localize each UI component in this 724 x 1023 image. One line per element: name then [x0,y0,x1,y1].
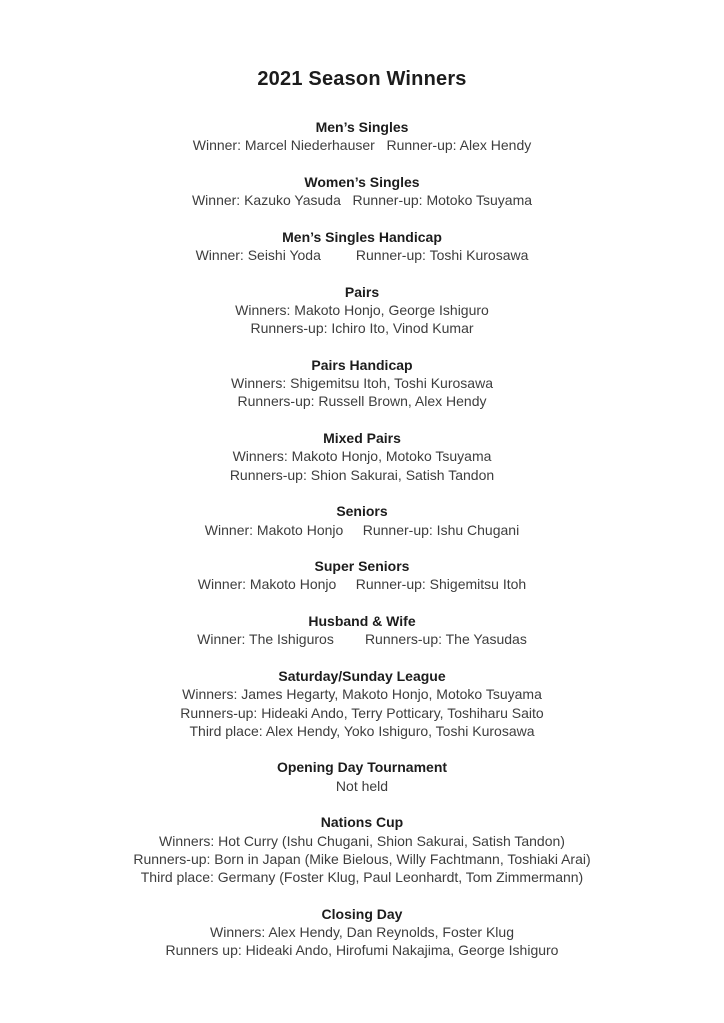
result-line: Winners: Makoto Honjo, George Ishiguro [235,301,489,318]
section-heading: Seniors [336,503,388,520]
result-line: Winners: James Hegarty, Makoto Honjo, Motoko Tsuyama [182,686,542,703]
result-line: Runners-up: Russell Brown, Alex Hendy [237,393,487,410]
section-heading: Men’s Singles Handicap [282,228,442,245]
section-heading: Saturday/Sunday League [278,667,446,684]
result-line: Runners-up: Ichiro Ito, Vinod Kumar [250,320,474,337]
result-line: Winners: Makoto Honjo, Motoko Tsuyama [232,448,492,465]
result-line: Winner: Makoto Honjo Runner-up: Shigemitsu Itoh [197,576,527,593]
section-heading: Pairs [344,283,380,300]
award-section [0,813,724,886]
section-heading: Opening Day Tournament [276,759,448,776]
result-line: Winners: Shigemitsu Itoh, Toshi Kurosawa [231,375,493,392]
sections-container [0,118,724,960]
result-line: Third place: Alex Hendy, Yoko Ishiguro, Toshi Kurosawa [189,722,535,739]
section-heading: Men’s Singles [315,119,409,135]
award-section [0,356,724,411]
section-heading: Nations Cup [320,814,404,831]
section-heading: Closing Day [321,905,403,922]
award-section [0,667,724,740]
result-line: Runners-up: Shion Sakurai, Satish Tandon [229,466,495,483]
award-section [0,758,724,795]
result-line: Winner: Kazuko Yasuda Runner-up: Motoko Tsuyama [191,192,533,209]
award-section [0,173,724,210]
section-heading: Husband & Wife [308,613,416,630]
section-heading: Super Seniors [314,558,410,575]
award-section [0,283,724,338]
page-title: 2021 Season Winners [257,68,467,90]
section-heading: Mixed Pairs [323,430,401,447]
award-section [0,557,724,594]
result-line: Winners: Alex Hendy, Dan Reynolds, Foster Klug [210,924,514,941]
award-section [0,905,724,960]
section-heading: Women’s Singles [304,173,420,190]
result-line: Not held [335,777,389,794]
result-line: Runners-up: Hideaki Ando, Terry Potticary, Toshiharu Saito [180,704,544,721]
result-line: Third place: Germany (Foster Klug, Paul Leonhardt, Tom Zimmermann) [140,869,584,886]
section-heading: Pairs Handicap [311,356,413,373]
result-line: Winners: Hot Curry (Ishu Chugani, Shion Sakurai, Satish Tandon) [159,832,565,849]
result-line: Winner: Seishi Yoda Runner-up: Toshi Kurosawa [195,247,529,264]
result-line: Winner: The Ishiguros Runners-up: The Yasudas [197,631,527,648]
award-section [0,502,724,539]
award-section [0,118,724,155]
award-section [0,429,724,484]
result-line: Runners-up: Born in Japan (Mike Bielous, Willy Fachtmann, Toshiaki Arai) [133,850,591,867]
result-line: Winner: Makoto Honjo Runner-up: Ishu Chugani [204,521,520,538]
result-line: Winner: Marcel Niederhauser Runner-up: Alex Hendy [192,137,532,154]
award-section [0,228,724,265]
award-section [0,612,724,649]
result-line: Runners up: Hideaki Ando, Hirofumi Nakajima, George Ishiguro [165,942,559,959]
